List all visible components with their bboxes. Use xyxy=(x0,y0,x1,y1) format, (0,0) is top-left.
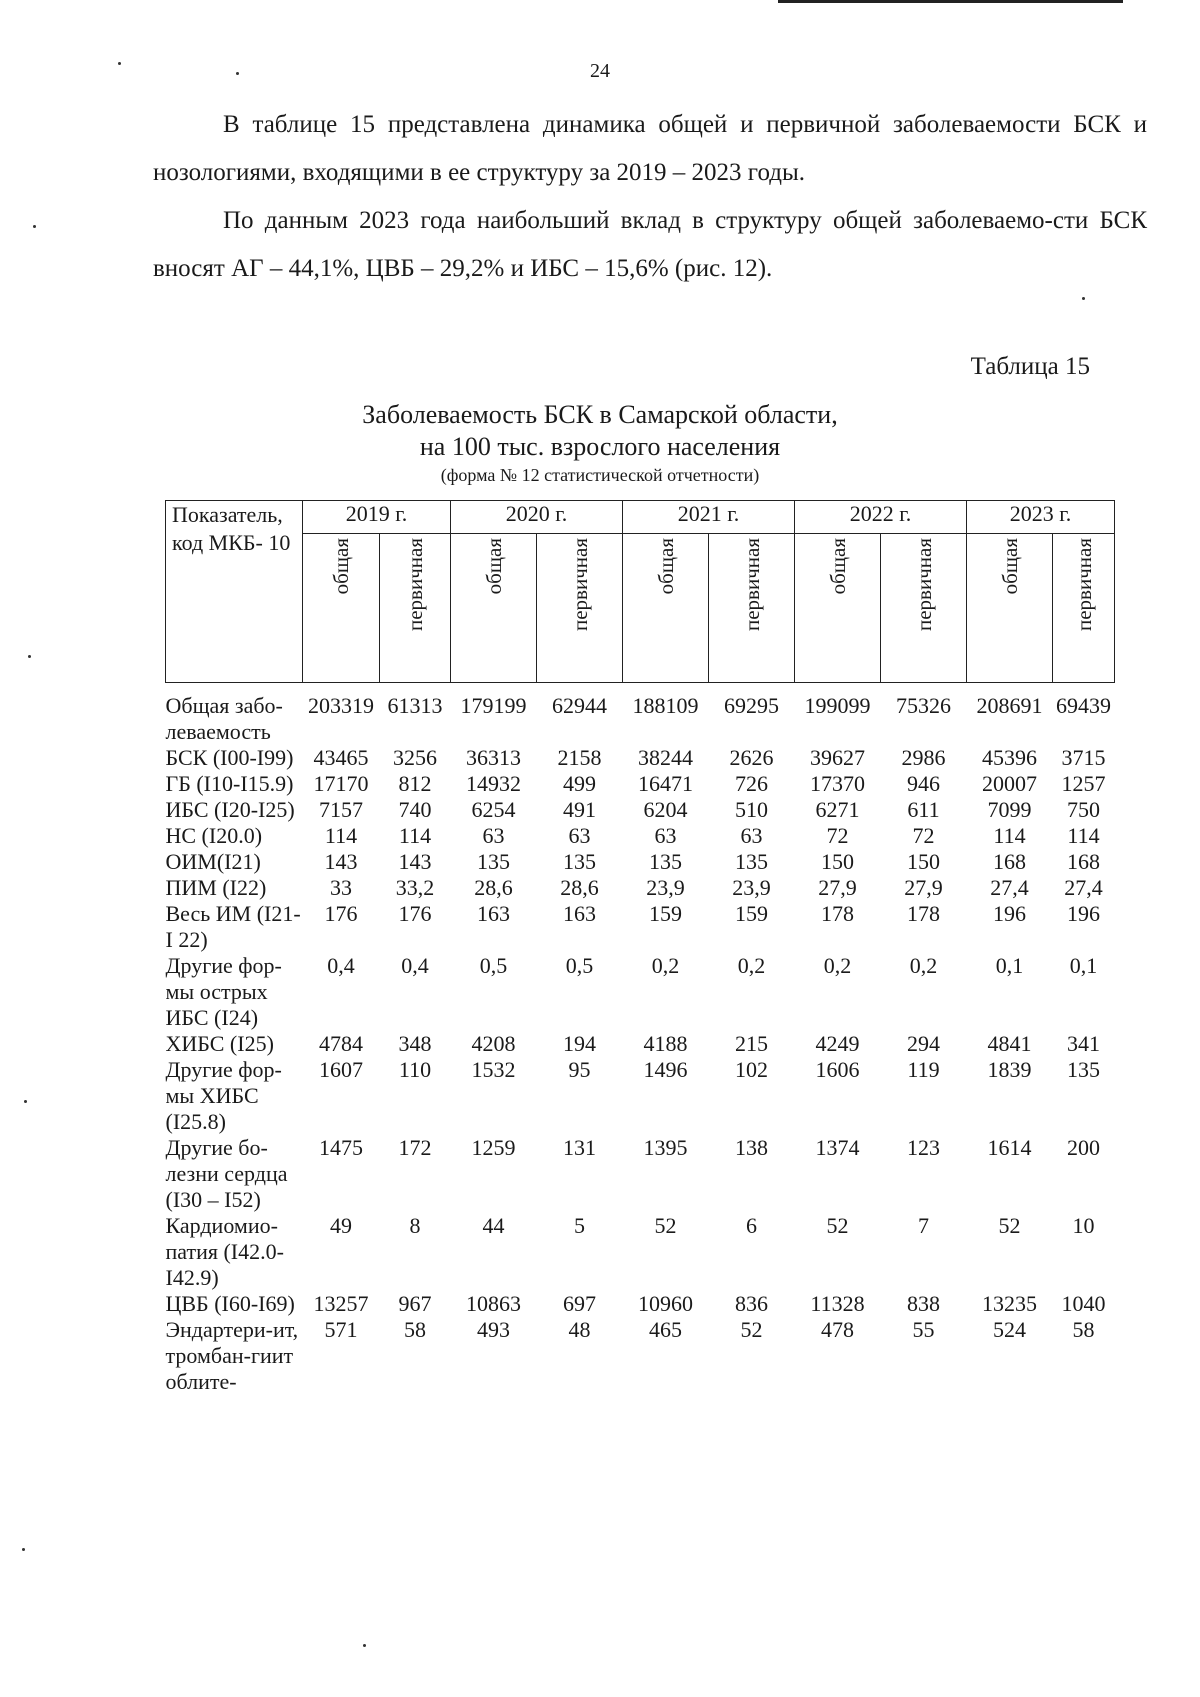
paragraph-intro: В таблице 15 представлена динамика общей и первичной заболеваемости БСК и нозологиями, входящими в ее структуру за 2019 – 2023 годы. xyxy=(153,111,1147,186)
row-value: 10863 xyxy=(466,1291,521,1316)
table-row xyxy=(166,771,1115,797)
row-value: 163 xyxy=(563,901,596,926)
row-value: 27,4 xyxy=(1064,875,1103,900)
row-value: 11328 xyxy=(810,1291,865,1316)
row-value: 176 xyxy=(324,901,358,926)
row-value: 6204 xyxy=(643,797,688,822)
row-value: 0,5 xyxy=(479,953,508,978)
row-value: 571 xyxy=(324,1317,358,1342)
row-value: 17370 xyxy=(810,771,865,796)
table-row xyxy=(166,1057,1115,1135)
row-value: 2158 xyxy=(557,745,602,770)
row-value: 7157 xyxy=(319,797,363,822)
row-value: 114 xyxy=(993,823,1026,848)
row-value: 52 xyxy=(740,1317,763,1342)
row-value: 23,9 xyxy=(732,875,771,900)
row-value: 13235 xyxy=(982,1291,1037,1316)
row-value: 0,4 xyxy=(327,953,355,978)
row-value: 1532 xyxy=(471,1057,516,1082)
row-indicator: ОИМ(I21) xyxy=(165,849,261,874)
row-value: 0,1 xyxy=(995,953,1024,978)
table-label: Таблица 15 xyxy=(970,353,1090,380)
row-value: 17170 xyxy=(313,771,369,796)
row-value: 163 xyxy=(477,901,510,926)
row-value: 95 xyxy=(568,1057,591,1082)
row-value: 6271 xyxy=(815,797,860,822)
row-value: 341 xyxy=(1067,1031,1100,1056)
row-value: 114 xyxy=(1067,823,1100,848)
year-header: 2020 г. xyxy=(451,501,623,534)
table-row xyxy=(166,875,1115,901)
row-value: 1614 xyxy=(987,1135,1032,1160)
row-value: 33,2 xyxy=(395,875,435,900)
table-caption-title: Заболеваемость БСК в Самарской области, xyxy=(362,400,838,429)
page-number: 24 xyxy=(590,60,610,82)
row-value: 6 xyxy=(746,1213,757,1238)
row-indicator: Весь ИМ (I21-I 22) xyxy=(165,901,301,952)
row-value: 1395 xyxy=(643,1135,688,1160)
row-value: 1607 xyxy=(319,1057,363,1082)
row-value: 2626 xyxy=(729,745,774,770)
row-value: 52 xyxy=(826,1213,849,1238)
row-value: 1257 xyxy=(1061,771,1106,796)
row-value: 135 xyxy=(563,849,596,874)
row-value: 499 xyxy=(563,771,596,796)
table-row xyxy=(166,745,1115,771)
row-value: 179199 xyxy=(460,693,527,718)
row-indicator: НС (I20.0) xyxy=(165,823,263,848)
row-value: 135 xyxy=(735,849,768,874)
table-row xyxy=(166,901,1115,953)
row-value: 176 xyxy=(398,901,432,926)
row-indicator: Общая забо-леваемость xyxy=(165,693,283,744)
row-value: 200 xyxy=(1067,1135,1100,1160)
row-value: 63 xyxy=(568,823,591,848)
table-row xyxy=(166,1213,1115,1291)
row-value: 10960 xyxy=(638,1291,693,1316)
row-value: 69295 xyxy=(724,693,779,718)
row-value: 967 xyxy=(398,1291,432,1316)
table-row xyxy=(166,1135,1115,1213)
row-value: 58 xyxy=(1072,1317,1095,1342)
row-value: 63 xyxy=(654,823,677,848)
row-value: 114 xyxy=(398,823,432,848)
row-value: 4841 xyxy=(987,1031,1032,1056)
row-value: 1475 xyxy=(319,1135,363,1160)
subheader-primary: первичная xyxy=(709,534,795,683)
row-value: 43465 xyxy=(313,745,369,770)
row-indicator: ХИБС (I25) xyxy=(165,1031,274,1056)
row-value: 836 xyxy=(735,1291,768,1316)
row-value: 510 xyxy=(735,797,768,822)
row-value: 36313 xyxy=(466,745,521,770)
table-row xyxy=(166,1031,1115,1057)
row-value: 10 xyxy=(1072,1213,1095,1238)
row-indicator: БСК (I00-I99) xyxy=(165,745,294,770)
row-value: 143 xyxy=(398,849,432,874)
subheader-total: общая xyxy=(303,534,380,683)
indicator-header: Показатель, код МКБ- 10 xyxy=(166,501,303,683)
row-value: 27,9 xyxy=(904,875,943,900)
row-value: 14932 xyxy=(466,771,521,796)
subheader-total: общая xyxy=(795,534,881,683)
row-value: 102 xyxy=(735,1057,768,1082)
row-value: 20007 xyxy=(982,771,1037,796)
row-indicator: Эндартери-ит, тромбан-гиит облите- xyxy=(165,1317,299,1394)
row-value: 946 xyxy=(907,771,940,796)
row-value: 28,6 xyxy=(474,875,513,900)
table-row xyxy=(166,1317,1115,1395)
row-value: 114 xyxy=(324,823,358,848)
row-value: 524 xyxy=(993,1317,1026,1342)
year-header-row xyxy=(166,501,1115,534)
subheader-total: общая xyxy=(967,534,1053,683)
row-value: 69439 xyxy=(1056,693,1111,718)
row-value: 4249 xyxy=(815,1031,860,1056)
table-row xyxy=(166,693,1115,745)
row-value: 55 xyxy=(912,1317,935,1342)
row-value: 62944 xyxy=(552,693,607,718)
subheader-row xyxy=(166,534,1115,683)
row-value: 150 xyxy=(907,849,940,874)
row-value: 5 xyxy=(574,1213,585,1238)
row-value: 348 xyxy=(398,1031,432,1056)
row-value: 135 xyxy=(477,849,510,874)
row-value: 0,2 xyxy=(737,953,766,978)
row-value: 493 xyxy=(477,1317,510,1342)
row-value: 7099 xyxy=(987,797,1032,822)
row-value: 27,9 xyxy=(818,875,857,900)
table-row xyxy=(166,823,1115,849)
row-value: 0,1 xyxy=(1069,953,1098,978)
row-value: 150 xyxy=(821,849,854,874)
row-value: 27,4 xyxy=(990,875,1029,900)
row-value: 0,2 xyxy=(823,953,852,978)
row-indicator: ЦВБ (I60-I69) xyxy=(165,1291,295,1316)
subheader-total: общая xyxy=(623,534,709,683)
row-value: 159 xyxy=(735,901,768,926)
row-value: 1040 xyxy=(1061,1291,1106,1316)
top-rule xyxy=(778,0,1123,3)
row-value: 1496 xyxy=(643,1057,688,1082)
row-value: 58 xyxy=(404,1317,426,1342)
row-value: 812 xyxy=(398,771,432,796)
row-value: 178 xyxy=(821,901,854,926)
row-value: 23,9 xyxy=(646,875,685,900)
row-value: 7 xyxy=(918,1213,929,1238)
row-value: 49 xyxy=(330,1213,352,1238)
row-value: 740 xyxy=(398,797,432,822)
row-value: 13257 xyxy=(313,1291,369,1316)
row-value: 3715 xyxy=(1061,745,1106,770)
row-value: 1259 xyxy=(471,1135,516,1160)
row-value: 726 xyxy=(735,771,768,796)
row-value: 4784 xyxy=(319,1031,363,1056)
table-caption-subtitle: на 100 тыс. взрослого населения xyxy=(419,432,781,461)
row-value: 159 xyxy=(649,901,682,926)
row-value: 123 xyxy=(907,1135,940,1160)
row-value: 465 xyxy=(649,1317,682,1342)
row-value: 1374 xyxy=(815,1135,860,1160)
row-value: 168 xyxy=(993,849,1026,874)
paragraph-structure: По данным 2023 года наибольший вклад в структуру общей заболеваемо-сти БСК вносят АГ – 44,1%, ЦВБ – 29,2% и ИБС – 15,6% (рис. 12). xyxy=(153,207,1147,282)
row-value: 52 xyxy=(998,1213,1021,1238)
row-value: 196 xyxy=(993,901,1026,926)
row-value: 135 xyxy=(649,849,682,874)
row-value: 131 xyxy=(563,1135,596,1160)
row-value: 0,4 xyxy=(401,953,429,978)
year-header: 2022 г. xyxy=(795,501,967,534)
row-value: 48 xyxy=(568,1317,591,1342)
subheader-total: общая xyxy=(451,534,537,683)
row-value: 196 xyxy=(1067,901,1100,926)
year-header: 2023 г. xyxy=(967,501,1115,534)
row-value: 75326 xyxy=(896,693,951,718)
row-value: 119 xyxy=(907,1057,940,1082)
row-value: 135 xyxy=(1067,1057,1100,1082)
row-value: 294 xyxy=(907,1031,940,1056)
subheader-primary: первичная xyxy=(380,534,451,683)
row-value: 44 xyxy=(482,1213,505,1238)
table-row xyxy=(166,849,1115,875)
year-header: 2021 г. xyxy=(623,501,795,534)
morbidity-table xyxy=(165,500,1115,1395)
row-indicator: Другие бо-лезни сердца (I30 – I52) xyxy=(165,1135,288,1212)
row-indicator: ИБС (I20-I25) xyxy=(165,797,295,822)
row-value: 6254 xyxy=(471,797,516,822)
row-value: 194 xyxy=(563,1031,596,1056)
row-value: 16471 xyxy=(638,771,693,796)
row-indicator: ПИМ (I22) xyxy=(165,875,267,900)
row-value: 8 xyxy=(409,1213,421,1238)
row-indicator: Другие фор-мы ХИБС (I25.8) xyxy=(165,1057,282,1134)
row-value: 4208 xyxy=(471,1031,516,1056)
row-value: 52 xyxy=(654,1213,677,1238)
subheader-primary: первичная xyxy=(881,534,967,683)
row-value: 110 xyxy=(398,1057,432,1082)
row-value: 1839 xyxy=(987,1057,1032,1082)
row-value: 178 xyxy=(907,901,940,926)
table-row xyxy=(166,953,1115,1031)
row-indicator: Кардиомио-патия (I42.0-I42.9) xyxy=(165,1213,284,1290)
table-row xyxy=(166,1291,1115,1317)
row-indicator: ГБ (I10-I15.9) xyxy=(165,771,294,796)
row-value: 45396 xyxy=(982,745,1037,770)
subheader-primary: первичная xyxy=(537,534,623,683)
row-value: 750 xyxy=(1067,797,1100,822)
row-value: 63 xyxy=(482,823,505,848)
row-value: 0,2 xyxy=(909,953,938,978)
row-value: 188109 xyxy=(632,693,699,718)
row-value: 0,5 xyxy=(565,953,594,978)
row-value: 39627 xyxy=(810,745,865,770)
row-value: 38244 xyxy=(638,745,693,770)
row-value: 33 xyxy=(330,875,352,900)
row-value: 208691 xyxy=(976,693,1043,718)
row-value: 697 xyxy=(563,1291,596,1316)
row-indicator: Другие фор-мы острых ИБС (I24) xyxy=(165,953,282,1030)
row-value: 838 xyxy=(907,1291,940,1316)
row-value: 611 xyxy=(907,797,940,822)
row-value: 1606 xyxy=(815,1057,860,1082)
row-value: 138 xyxy=(735,1135,768,1160)
row-value: 2986 xyxy=(901,745,946,770)
row-value: 215 xyxy=(735,1031,768,1056)
row-value: 61313 xyxy=(387,693,443,718)
year-header: 2019 г. xyxy=(303,501,451,534)
row-value: 143 xyxy=(324,849,358,874)
row-value: 172 xyxy=(398,1135,432,1160)
row-value: 478 xyxy=(821,1317,854,1342)
row-value: 72 xyxy=(826,823,849,848)
row-value: 199099 xyxy=(804,693,871,718)
row-value: 72 xyxy=(912,823,935,848)
table-row xyxy=(166,797,1115,823)
row-value: 203319 xyxy=(308,693,374,718)
row-value: 168 xyxy=(1067,849,1100,874)
table-caption-source: (форма № 12 статистической отчетности) xyxy=(440,465,760,485)
row-value: 63 xyxy=(740,823,763,848)
row-value: 28,6 xyxy=(560,875,599,900)
row-value: 3256 xyxy=(393,745,437,770)
row-value: 4188 xyxy=(643,1031,688,1056)
subheader-primary: первичная xyxy=(1053,534,1115,683)
row-value: 491 xyxy=(563,797,596,822)
row-value: 0,2 xyxy=(651,953,680,978)
